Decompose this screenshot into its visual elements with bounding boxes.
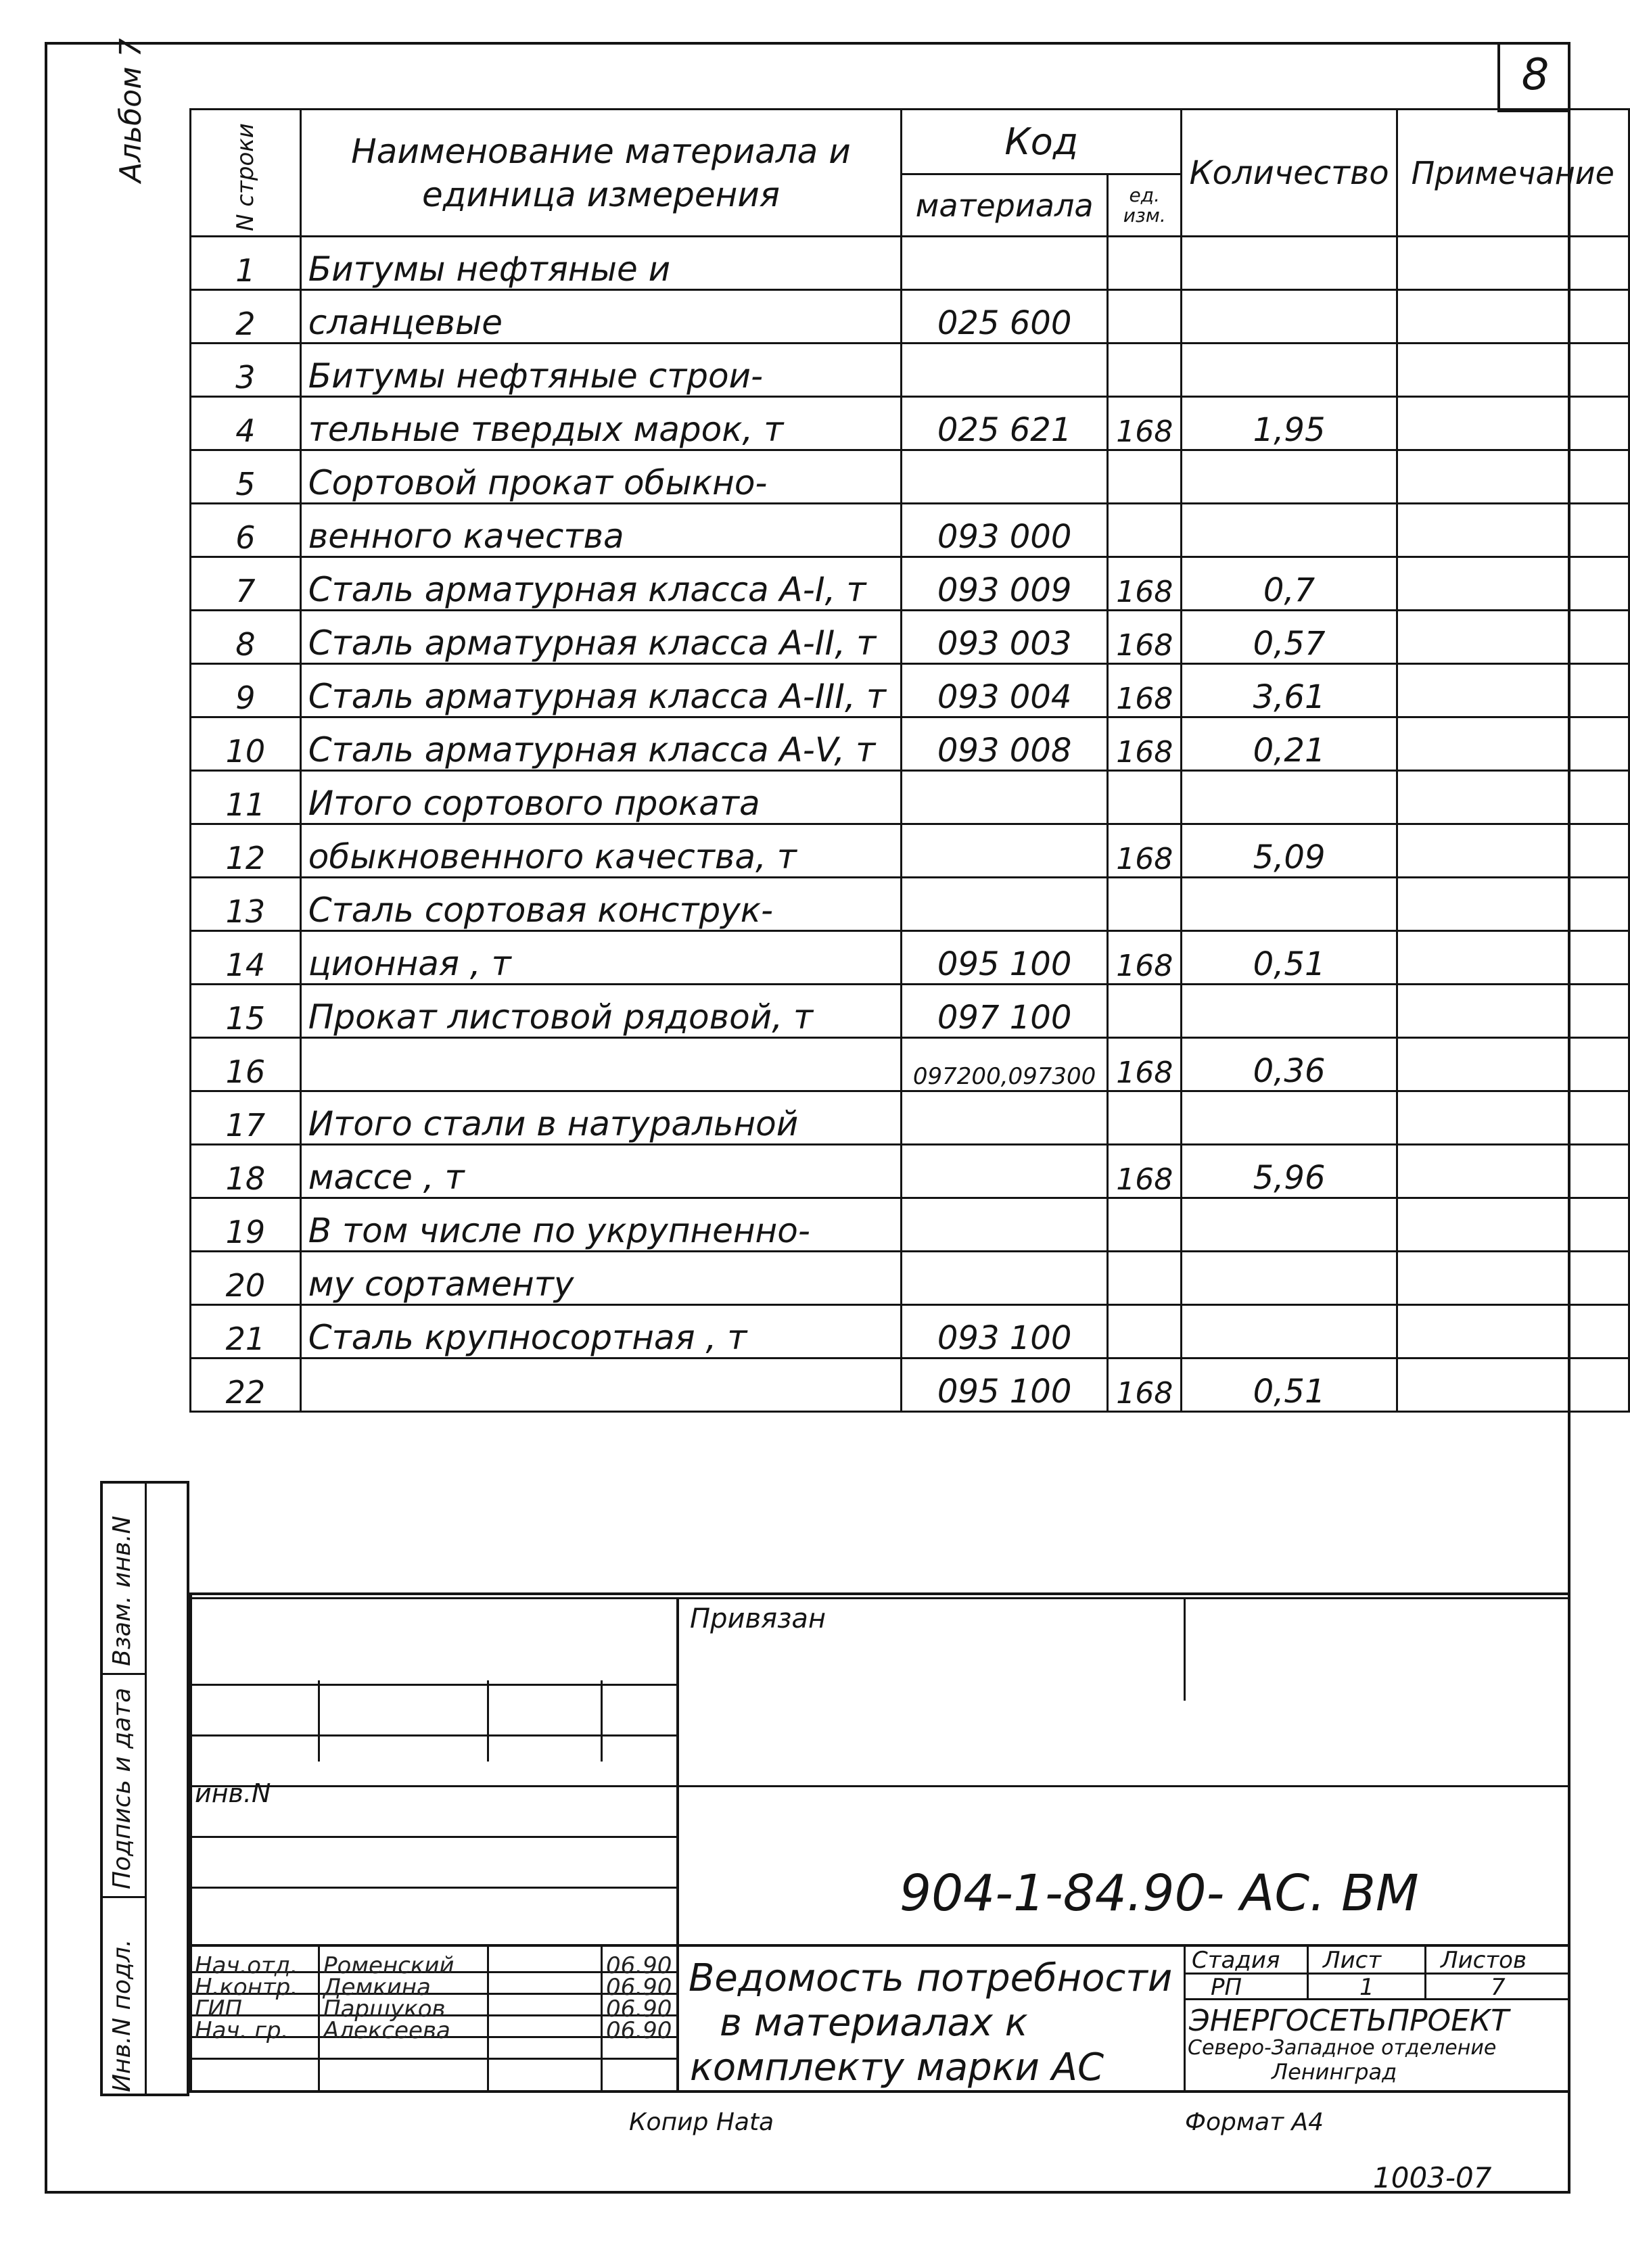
row-number: 4: [191, 397, 301, 450]
header-name: Наименование материала и единица измерения: [300, 110, 901, 237]
row-unit: [1108, 1091, 1182, 1145]
table-row: [191, 1038, 1629, 1091]
row-name: обыкновенного качества, т: [300, 824, 901, 878]
row-note: [1397, 664, 1629, 717]
row-name: Итого стали в натуральной: [300, 1091, 901, 1145]
row-unit: [1108, 878, 1182, 931]
row-quantity: [1182, 878, 1397, 931]
row-code: 095 100: [902, 931, 1108, 985]
row-quantity: [1182, 771, 1397, 824]
row-quantity: 0,51: [1182, 1359, 1397, 1412]
row-number: 10: [191, 717, 301, 771]
row-note: [1397, 397, 1629, 450]
row-code: 097200,097300: [902, 1038, 1108, 1091]
row-quantity: [1182, 1252, 1397, 1305]
row-code: 093 000: [902, 504, 1108, 557]
page-number: 8: [1497, 42, 1570, 112]
row-number: 6: [191, 504, 301, 557]
row-code: [902, 878, 1108, 931]
row-note: [1397, 611, 1629, 664]
row-quantity: [1182, 1198, 1397, 1252]
sheets-value: 7: [1491, 1974, 1506, 2001]
table-row: [191, 1359, 1629, 1412]
sig-name: Роменский: [323, 1952, 455, 1979]
row-quantity: 5,09: [1182, 824, 1397, 878]
row-number: 16: [191, 1038, 301, 1091]
table-row: [191, 771, 1629, 824]
row-code: [902, 450, 1108, 504]
organization-branch: Северо-Западное отделение: [1188, 2036, 1497, 2060]
row-unit: 168: [1108, 931, 1182, 985]
row-note: [1397, 450, 1629, 504]
row-number: 22: [191, 1359, 301, 1412]
row-note: [1397, 1359, 1629, 1412]
row-code: [902, 1145, 1108, 1198]
document-code: 904-1-84.90- АС. ВМ: [900, 1864, 1419, 1922]
row-name: Сталь арматурная класса А-II, т: [300, 611, 901, 664]
row-unit: [1108, 1252, 1182, 1305]
row-quantity: [1182, 344, 1397, 397]
inv-n-label: инв.N: [195, 1778, 271, 1808]
row-quantity: [1182, 1091, 1397, 1145]
table-row: [191, 824, 1629, 878]
side-podpis-data: Подпись и дата: [108, 1687, 136, 1889]
row-note: [1397, 824, 1629, 878]
row-note: [1397, 878, 1629, 931]
side-vzam-inv: Взам. инв.N: [108, 1515, 136, 1666]
row-name: Сталь арматурная класса А-V, т: [300, 717, 901, 771]
row-note: [1397, 290, 1629, 344]
row-unit: 168: [1108, 717, 1182, 771]
row-unit: 168: [1108, 1145, 1182, 1198]
row-code: 093 008: [902, 717, 1108, 771]
row-number: 8: [191, 611, 301, 664]
sheet-value: 1: [1359, 1974, 1374, 2001]
table-row: [191, 557, 1629, 611]
table-row: [191, 344, 1629, 397]
stage-label: Стадия: [1192, 1947, 1280, 1974]
row-code: [902, 1252, 1108, 1305]
materials-table: [189, 108, 1630, 1413]
row-code: [902, 1198, 1108, 1252]
row-name: Сталь крупносортная , т: [300, 1305, 901, 1359]
row-note: [1397, 931, 1629, 985]
sig-date: 06.90: [606, 1952, 672, 1979]
title-block: [189, 1592, 1570, 2093]
sig-name: Демкина: [323, 1974, 431, 2001]
row-note: [1397, 985, 1629, 1038]
row-code: 025 600: [902, 290, 1108, 344]
row-code: 025 621: [902, 397, 1108, 450]
row-name: му сортаменту: [300, 1252, 901, 1305]
row-number: 9: [191, 664, 301, 717]
table-row: [191, 1145, 1629, 1198]
row-number: 12: [191, 824, 301, 878]
sig-date: 06.90: [606, 2017, 672, 2044]
row-unit: [1108, 290, 1182, 344]
header-note: Примечание: [1397, 110, 1629, 237]
row-code: [902, 824, 1108, 878]
row-name: В том числе по укрупненно-: [300, 1198, 901, 1252]
document-title-line-2: в материалах к: [720, 2001, 1028, 2045]
row-note: [1397, 557, 1629, 611]
row-quantity: 0,36: [1182, 1038, 1397, 1091]
row-quantity: 0,21: [1182, 717, 1397, 771]
sheet-label: Лист: [1323, 1947, 1382, 1974]
row-code: 097 100: [902, 985, 1108, 1038]
row-name: Сортовой прокат обыкно-: [300, 450, 901, 504]
row-code: [902, 1091, 1108, 1145]
row-number: 13: [191, 878, 301, 931]
row-unit: [1108, 344, 1182, 397]
table-row: [191, 504, 1629, 557]
row-number: 15: [191, 985, 301, 1038]
sheets-label: Листов: [1441, 1947, 1527, 1974]
row-unit: 168: [1108, 1359, 1182, 1412]
organization-city: Ленинград: [1272, 2059, 1397, 2085]
sheet-format: Формат А4: [1185, 2108, 1324, 2136]
row-number: 3: [191, 344, 301, 397]
row-note: [1397, 1252, 1629, 1305]
row-code: [902, 237, 1108, 290]
row-code: [902, 771, 1108, 824]
table-row: [191, 664, 1629, 717]
row-note: [1397, 504, 1629, 557]
row-name: венного качества: [300, 504, 901, 557]
row-code: [902, 344, 1108, 397]
sig-role: Нач.отд.: [195, 1952, 298, 1979]
row-note: [1397, 771, 1629, 824]
row-number: 21: [191, 1305, 301, 1359]
table-row: [191, 611, 1629, 664]
sig-date: 06.90: [606, 1974, 672, 2001]
row-unit: 168: [1108, 557, 1182, 611]
table-row: [191, 1091, 1629, 1145]
row-name: Прокат листовой рядовой, т: [300, 985, 901, 1038]
row-quantity: 5,96: [1182, 1145, 1397, 1198]
header-code: Код: [902, 110, 1182, 174]
row-code: 093 100: [902, 1305, 1108, 1359]
row-note: [1397, 1198, 1629, 1252]
row-note: [1397, 237, 1629, 290]
organization-name: ЭНЕРГОСЕТЬПРОЕКТ: [1189, 2004, 1510, 2038]
row-quantity: 0,57: [1182, 611, 1397, 664]
table-row: [191, 290, 1629, 344]
row-quantity: [1182, 504, 1397, 557]
row-note: [1397, 1091, 1629, 1145]
row-unit: [1108, 504, 1182, 557]
row-unit: [1108, 237, 1182, 290]
row-name: Сталь арматурная класса А-III, т: [300, 664, 901, 717]
row-note: [1397, 717, 1629, 771]
row-name: [300, 1359, 901, 1412]
row-unit: [1108, 1305, 1182, 1359]
row-number: 14: [191, 931, 301, 985]
row-name: тельные твердых марок, т: [300, 397, 901, 450]
sig-role: ГИП: [195, 1995, 242, 2023]
row-number: 2: [191, 290, 301, 344]
sig-name: Алексеева: [323, 2017, 450, 2044]
table-row: [191, 717, 1629, 771]
row-number: 11: [191, 771, 301, 824]
row-name: Итого сортового проката: [300, 771, 901, 824]
table-row: [191, 931, 1629, 985]
row-code: 093 004: [902, 664, 1108, 717]
row-unit: 168: [1108, 824, 1182, 878]
row-unit: 168: [1108, 611, 1182, 664]
row-note: [1397, 1038, 1629, 1091]
table-row: [191, 1252, 1629, 1305]
row-quantity: [1182, 290, 1397, 344]
header-code-material: материала: [902, 174, 1108, 237]
table-row: [191, 1305, 1629, 1359]
row-name: ционная , т: [300, 931, 901, 985]
row-quantity: 0,51: [1182, 931, 1397, 985]
table-row: [191, 450, 1629, 504]
row-number: 1: [191, 237, 301, 290]
row-quantity: 1,95: [1182, 397, 1397, 450]
row-unit: [1108, 985, 1182, 1038]
table-row: [191, 237, 1629, 290]
row-unit: 168: [1108, 664, 1182, 717]
header-row-no: N строки: [191, 110, 301, 237]
row-quantity: [1182, 985, 1397, 1038]
row-number: 5: [191, 450, 301, 504]
row-note: [1397, 1305, 1629, 1359]
row-number: 20: [191, 1252, 301, 1305]
document-title-line-3: комплекту марки АС: [690, 2046, 1104, 2089]
table-row: [191, 985, 1629, 1038]
row-number: 17: [191, 1091, 301, 1145]
row-unit: 168: [1108, 397, 1182, 450]
sig-name: Паршуков: [323, 1995, 446, 2023]
row-code: 093 003: [902, 611, 1108, 664]
row-quantity: 3,61: [1182, 664, 1397, 717]
row-quantity: [1182, 237, 1397, 290]
row-number: 18: [191, 1145, 301, 1198]
header-code-unit: ед. изм.: [1108, 174, 1182, 237]
row-code: 095 100: [902, 1359, 1108, 1412]
sig-date: 06.90: [606, 1995, 672, 2023]
row-name: Сталь арматурная класса А-I, т: [300, 557, 901, 611]
row-number: 19: [191, 1198, 301, 1252]
row-name: массе , т: [300, 1145, 901, 1198]
sig-role: Н.контр.: [195, 1974, 298, 2001]
row-quantity: 0,7: [1182, 557, 1397, 611]
document-title-line-1: Ведомость потребности: [689, 1956, 1173, 2000]
row-unit: [1108, 771, 1182, 824]
row-quantity: [1182, 1305, 1397, 1359]
privyazan-label: Привязан: [690, 1603, 826, 1634]
table-row: [191, 1198, 1629, 1252]
stage-value: РП: [1211, 1974, 1242, 2001]
table-row: [191, 878, 1629, 931]
row-unit: 168: [1108, 1038, 1182, 1091]
row-name: Битумы нефтяные и: [300, 237, 901, 290]
row-quantity: [1182, 450, 1397, 504]
row-name: [300, 1038, 901, 1091]
row-unit: [1108, 450, 1182, 504]
row-name: сланцевые: [300, 290, 901, 344]
row-note: [1397, 344, 1629, 397]
copied-by: Копир Наta: [629, 2108, 774, 2136]
side-stamp: [100, 1481, 189, 2096]
row-number: 7: [191, 557, 301, 611]
header-quantity: Количество: [1182, 110, 1397, 237]
table-row: [191, 397, 1629, 450]
row-unit: [1108, 1198, 1182, 1252]
row-name: Битумы нефтяные строи-: [300, 344, 901, 397]
side-inv-podl: Инв.N подл.: [108, 1939, 136, 2092]
row-note: [1397, 1145, 1629, 1198]
row-name: Сталь сортовая конструк-: [300, 878, 901, 931]
row-code: 093 009: [902, 557, 1108, 611]
album-label: Альбом 7: [114, 38, 148, 183]
archive-code: 1003-07: [1373, 2161, 1492, 2194]
sig-role: Нач. гр.: [195, 2017, 289, 2044]
